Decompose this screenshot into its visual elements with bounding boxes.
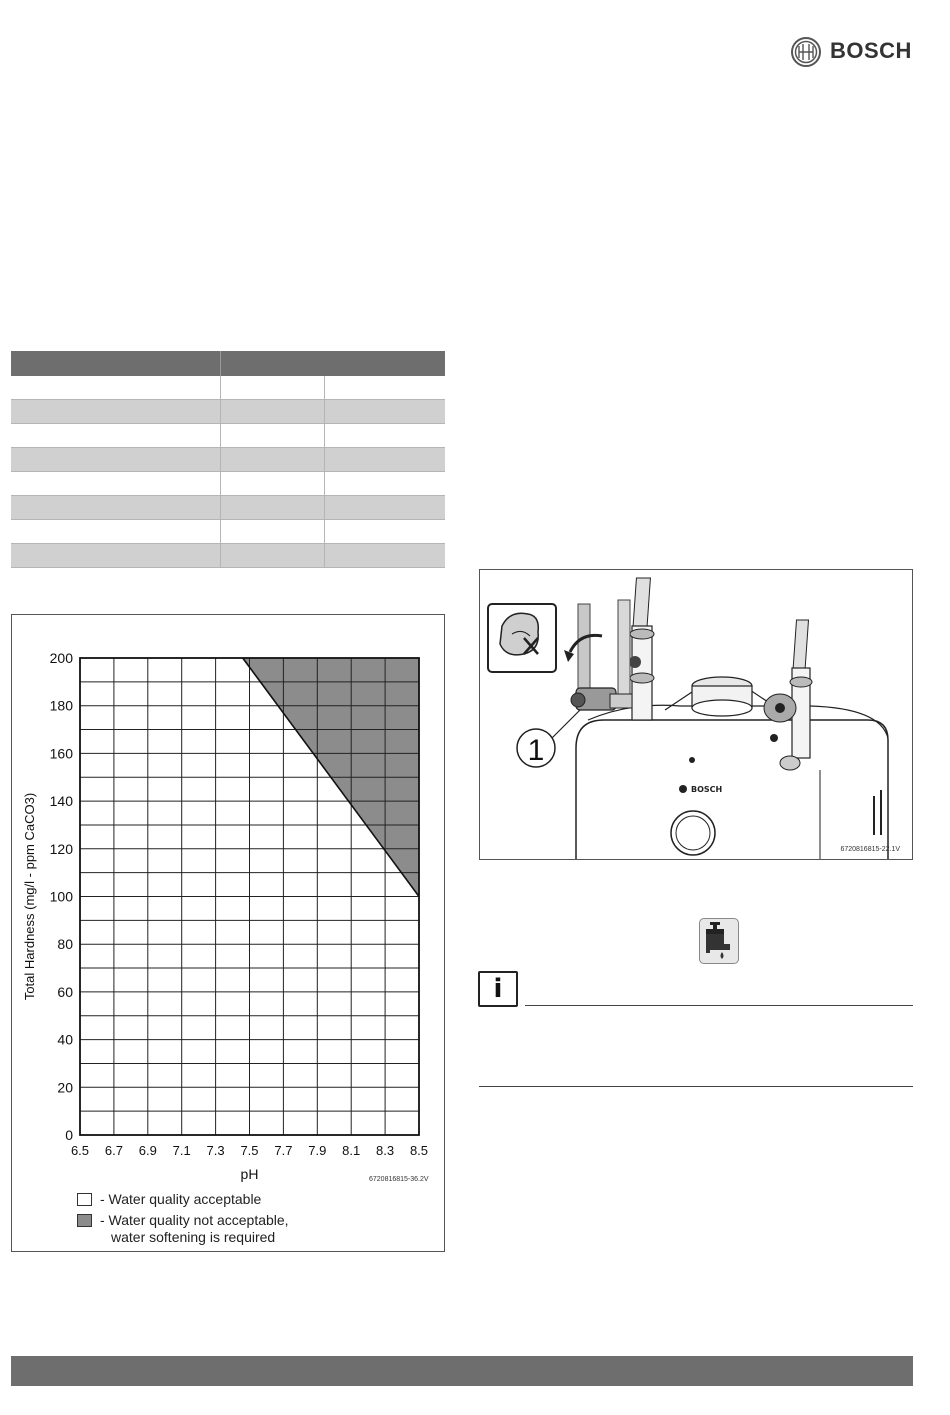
legend-swatch-not-acceptable — [77, 1214, 92, 1227]
table-row — [11, 472, 445, 496]
legend-label-line1: - Water quality not acceptable, — [100, 1212, 289, 1228]
y-tick-label: 200 — [49, 650, 73, 666]
y-tick-label: 60 — [57, 983, 73, 1000]
svg-text:BOSCH: BOSCH — [691, 785, 723, 794]
x-tick-label: 7.3 — [206, 1143, 225, 1158]
y-tick-label: 180 — [49, 697, 73, 714]
table-row — [11, 544, 445, 568]
x-tick-label: 7.9 — [308, 1143, 327, 1158]
water-hardness-chart — [11, 614, 445, 1252]
x-tick-label: 7.5 — [240, 1143, 259, 1158]
x-tick-label: 6.7 — [104, 1143, 123, 1158]
x-tick-label: 8.1 — [342, 1143, 361, 1158]
x-tick-label: 8.3 — [376, 1143, 395, 1158]
info-bottom-divider — [479, 1086, 913, 1087]
water-quality-table — [11, 351, 445, 568]
y-tick-label: 20 — [57, 1079, 73, 1096]
y-tick-label: 40 — [57, 1031, 73, 1048]
y-tick-label: 160 — [49, 745, 73, 762]
y-tick-label: 100 — [49, 888, 73, 905]
callout-number: 1 — [527, 734, 545, 767]
info-top-divider — [525, 1005, 913, 1006]
illustration-figure-code: 6720816815-22.1V — [840, 846, 900, 853]
water-tap-icon — [699, 918, 739, 964]
x-tick-label: 7.7 — [274, 1143, 293, 1158]
x-tick-label: 7.1 — [172, 1143, 191, 1158]
y-tick-label: 140 — [49, 793, 73, 810]
table-header-row — [11, 351, 445, 376]
table-row — [11, 424, 445, 448]
legend-swatch-acceptable — [77, 1193, 92, 1206]
table-header-cell — [11, 351, 220, 376]
table-row — [11, 520, 445, 544]
boiler-valve-drawing — [480, 570, 912, 859]
table-row — [11, 400, 445, 424]
x-tick-label: 6.9 — [138, 1143, 157, 1158]
legend-label-line2: water softening is required — [111, 1229, 276, 1245]
legend-label-not-acceptable — [100, 1212, 289, 1246]
chart-figure-code: 6720816815-36.2V — [369, 1176, 429, 1183]
chart-svg — [12, 615, 444, 1251]
x-tick-label: 6.5 — [70, 1143, 90, 1158]
x-tick-label: 8.5 — [409, 1143, 429, 1158]
legend-item-not-acceptable — [77, 1212, 289, 1246]
y-tick-label: 80 — [57, 936, 73, 953]
y-axis-label: Total Hardness (mg/l - ppm CaCO3) — [22, 792, 37, 1001]
bosch-logo — [790, 36, 920, 68]
legend-item-acceptable — [77, 1191, 261, 1208]
x-axis-label: pH — [240, 1166, 259, 1182]
info-icon — [478, 971, 518, 1007]
table-row — [11, 496, 445, 520]
bosch-armature-icon — [790, 36, 824, 68]
y-tick-label: 120 — [49, 840, 73, 857]
y-tick-label: 0 — [65, 1127, 73, 1143]
legend-label-acceptable: - Water quality acceptable — [100, 1191, 262, 1207]
footer-bar — [11, 1356, 913, 1386]
table-header-cell — [220, 351, 445, 376]
installation-illustration — [479, 569, 913, 860]
table-row — [11, 448, 445, 472]
info-glyph: i — [493, 974, 503, 1004]
brand-name: BOSCH — [830, 38, 912, 63]
table-row — [11, 376, 445, 400]
